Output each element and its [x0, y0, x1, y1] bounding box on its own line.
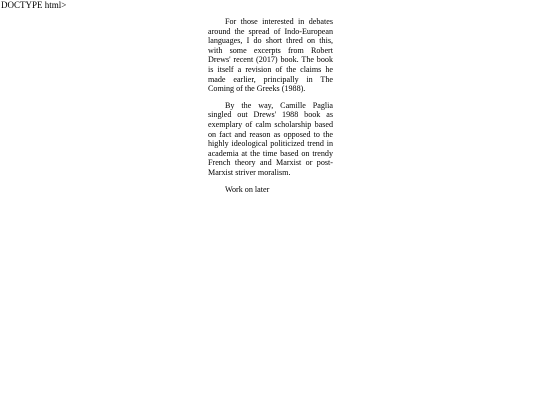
- paragraph-paglia: By the way, Camille Paglia singled out Drews' 1988 book as exemplary of calm scholarship based on fact and reason as opposed to the highly ideological politicized trend in academia at the time based on trendy French theory and Marxist or post-Marxist striver moralism.: [208, 100, 333, 177]
- stray-doctype-text: DOCTYPE html>: [1, 0, 67, 10]
- paragraph-intro: For those interested in debates around the spread of Indo-European languages, I do short thred on this, with some excerpts from Robert Drews' recent (2017) book. The book is itself a revision of the claims he made earlier, principally in The Coming of the Greeks (1988).: [208, 17, 333, 94]
- paragraph-work-on-later: Work on later: [225, 184, 270, 194]
- article-column: [208, 17, 333, 201]
